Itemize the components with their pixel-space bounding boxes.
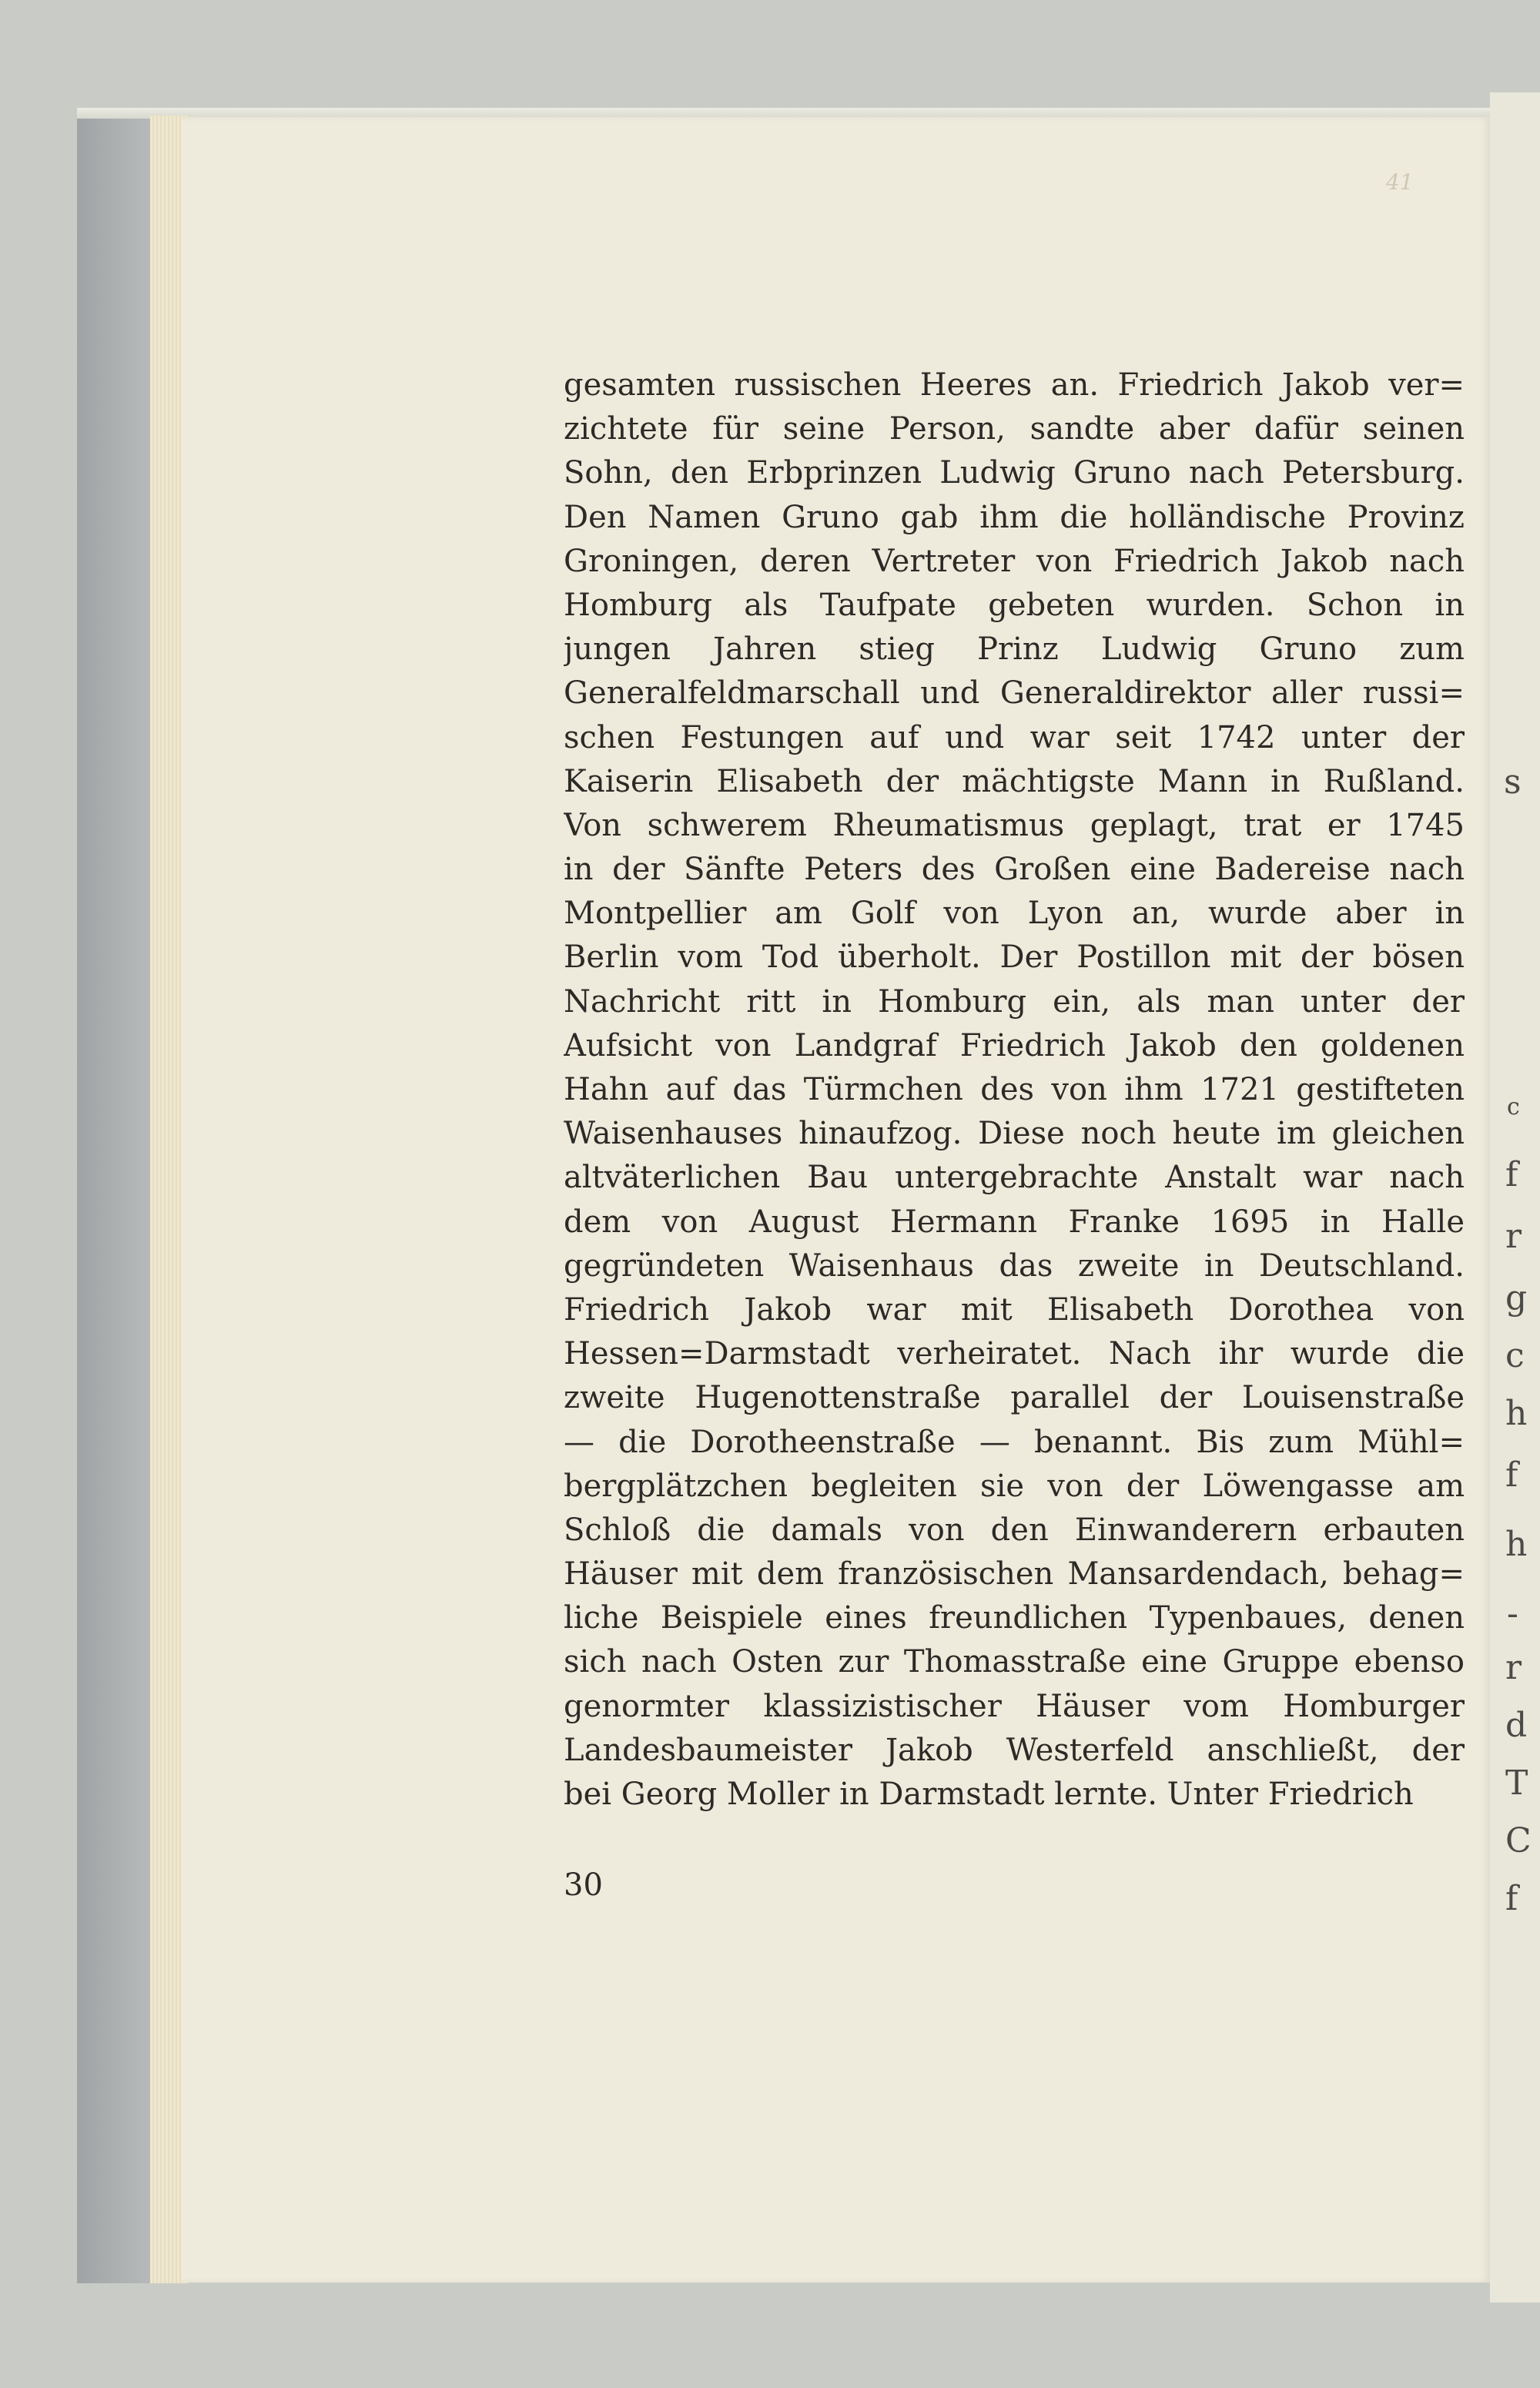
text-line: jungen Jahren stieg Prinz Ludwig Gruno zum [564,631,1465,668]
neighbor-glyph: T [1505,1763,1528,1803]
text-line: altväterlichen Bau untergebrachte Anstalt war nach [564,1160,1465,1196]
text-line: Groningen, deren Vertreter von Friedrich Jakob nach [564,543,1465,579]
text-line: sich nach Osten zur Thomasstraße eine Gruppe ebenso [564,1644,1465,1680]
text-line: gegründeten Waisenhaus das zweite in Deutschland. [564,1248,1465,1284]
text-line: liche Beispiele eines freundlichen Typenbaues, denen [564,1600,1465,1636]
book-spine [77,116,154,2283]
neighbor-glyph: d [1505,1706,1528,1745]
neighbor-glyph: - [1507,1594,1518,1633]
neighbor-page [1490,92,1540,2303]
text-line: Generalfeldmarschall und Generaldirektor aller russi= [564,675,1465,712]
text-line: Berlin vom Tod überholt. Der Postillon mit der bösen [564,939,1465,976]
text-line: Friedrich Jakob war mit Elisabeth Dorothea von [564,1291,1465,1328]
neighbor-glyph: f [1505,1455,1518,1495]
text-line: Homburg als Taufpate gebeten wurden. Schon in [564,587,1465,623]
text-line: Den Namen Gruno gab ihm die holländische Provinz [564,499,1465,535]
corner-mark: 41 [1386,169,1414,195]
text-line: Hahn auf das Türmchen des von ihm 1721 gestifteten [564,1072,1465,1107]
text-line: zweite Hugenottenstraße parallel der Louisenstraße [564,1380,1465,1416]
text-line: bergplätzchen begleiten sie von der Löwengasse am [564,1468,1465,1504]
text-line: Aufsicht von Landgraf Friedrich Jakob den goldenen [564,1027,1465,1063]
body-text [564,363,1465,1817]
neighbor-glyph: c [1505,1336,1525,1375]
neighbor-glyph: h [1505,1394,1528,1433]
text-line: Hessen=Darmstadt verheiratet. Nach ihr wurde die [564,1336,1465,1372]
text-line: Landesbaumeister Jakob Westerfeld anschließt, der [564,1732,1465,1768]
text-line: Nachricht ritt in Homburg ein, als man unter der [564,983,1465,1020]
text-line: schen Festungen auf und war seit 1742 unter der [564,719,1465,755]
neighbor-glyph: g [1505,1278,1528,1318]
neighbor-glyph: r [1505,1217,1522,1256]
text-line: genormter klassizistischer Häuser vom Homburger [564,1688,1465,1724]
neighbor-glyph: C [1505,1821,1532,1860]
text-line: Schloß die damals von den Einwanderern erbauten [564,1512,1465,1548]
text-line: in der Sänfte Peters des Großen eine Badereise nach [564,852,1465,888]
neighbor-glyph: s [1504,762,1522,802]
text-line: zichtete für seine Person, sandte aber dafür seinen [564,411,1465,447]
text-line: Von schwerem Rheumatismus geplagt, trat er 1745 [564,807,1465,843]
page-number: 30 [564,1867,603,1903]
neighbor-glyph: r [1505,1648,1522,1687]
text-line: Waisenhauses hinaufzog. Diese noch heute im gleichen [564,1116,1465,1152]
neighbor-glyph: f [1505,1879,1518,1918]
text-line: — die Dorotheenstraße — benannt. Bis zum Mühl= [564,1424,1465,1460]
text-line: dem von August Hermann Franke 1695 in Halle [564,1204,1465,1240]
neighbor-glyph: h [1505,1525,1528,1564]
text-line: bei Georg Moller in Darmstadt lernte. Unter Friedrich [564,1777,1414,1812]
neighbor-glyph: f [1505,1155,1518,1194]
text-line: Häuser mit dem französischen Mansardendach, behag= [564,1556,1465,1593]
text-line: Montpellier am Golf von Lyon an, wurde aber in [564,896,1465,932]
neighbor-glyph: c [1507,1094,1520,1120]
text-line: Kaiserin Elisabeth der mächtigste Mann in Rußland. [564,763,1465,799]
text-line: Sohn, den Erbprinzen Ludwig Gruno nach Petersburg. [564,455,1465,491]
text-line: gesamten russischen Heeres an. Friedrich Jakob ver= [564,367,1465,403]
